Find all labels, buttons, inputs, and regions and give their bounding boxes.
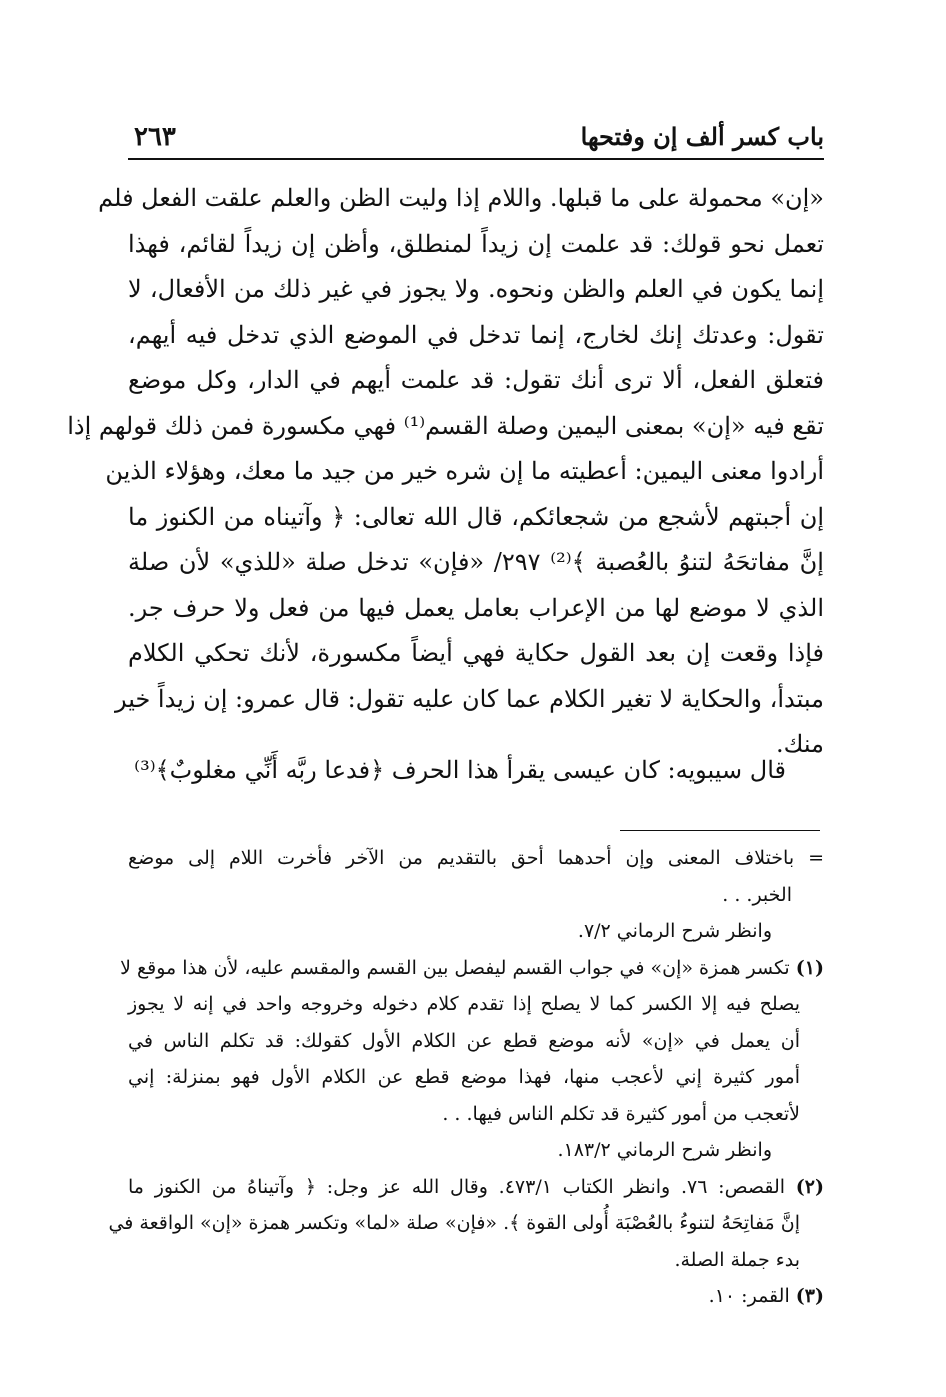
page-header [128,116,824,160]
footnote-separator [620,830,820,831]
footnotes [108,840,824,1315]
text-line: الذي لا موضع لها من الإعراب بعامل يعمل فيها من فعل ولا حرف جر. [128,593,824,622]
quotation-line: قال سيبويه: كان عيسى يقرأ هذا الحرف ﴿فدعا ربَّه أَنِّي مغلوبٌ﴾⁽³⁾ [134,756,786,784]
footnote-continuation-line: = باختلاف المعنى وإن أحدهما أحق بالتقديم من الآخر فأخرت اللام إلى موضع [128,847,824,869]
footnote-continuation-line: وانظر شرح الرماني ٧/٢. [577,920,772,942]
footnote-2-first-line [128,1169,824,1206]
text-line: أرادوا معنى اليمين: أعطيته ما إن شره خير من جيد ما معك، وهؤلاء الذين [105,457,824,485]
main-text [67,176,824,768]
footnote-3-line [128,1278,824,1315]
footnote-1-line: يصلح فيه إلا الكسر كما لا يصلح إذا تقدم كلام دخوله وخروجه واحد في إنه لا يجوز [128,993,800,1015]
text-line: مبتدأ، والحكاية لا تغير الكلام عما كان عليه تقول: قال عمرو: إن زيداً خير [114,684,824,713]
text-line: تعمل نحو قولك: قد علمت إن زيداً لمنطلق، وأظن إن زيداً لقائم، فهذا [128,229,824,258]
text-line: فتعلق الفعل، ألا ترى أنك تقول: قد علمت أيهم في الدار، وكل موضع [128,366,824,394]
footnote-2-line: بدء جملة الصلة. [674,1248,800,1271]
footnote-continuation-line: الخبر. . . [722,883,792,906]
footnote-1-text: تكسر همزة «إن» في جواب القسم ليفصل بين القسم والمقسم عليه، لأن هذا موقع لا [120,956,790,979]
footnote-1-marker: (١) [795,956,824,979]
text-line: إنما يكون في العلم والظن ونحوه. ولا يجوز في غير ذلك من الأفعال، لا [128,275,824,303]
footnote-1-line: أن يعمل في «إن» لأنه موضع قطع عن الكلام الأول كقولك: قد تكلم الناس في [128,1029,800,1052]
footnote-2-marker: (٢) [795,1175,824,1198]
text-line: منك. [776,730,824,758]
footnote-2-line: إنَّ مَفاتِحَهُ لتنوءُ بالعُصْبَة أُولى القوة ﴾. «فإن» صلة «لما» وتكسر همزة «إن» الواقعة في [108,1212,800,1234]
text-line: فإذا وقعت إن بعد القول حكاية فهي أيضاً مكسورة، لأنك تحكي الكلام [128,639,824,667]
footnote-1-first-line [120,950,824,987]
footnote-1-line: وانظر شرح الرماني ١٨٣/٢. [557,1139,772,1161]
text-line: «إن» محمولة على ما قبلها. واللام إذا وليت الظن والعلم علقت الفعل فلم [98,184,824,212]
text-line: إنَّ مفاتحَهُ لتنوُ بالعُصبة ﴾⁽²⁾ ٢٩٧/ «فإن» تدخل صلة «للذي» لأن صلة [128,548,824,576]
text-line: إن أجبتهم لأشجع من شجعائكم، قال الله تعالى: ﴿ وآتيناه من الكنوز ما [128,502,824,531]
footnote-1-line: لأتعجب من أمور كثيرة قد تكلم الناس فيها. . . [442,1102,800,1125]
footnote-3-text: القمر: ١٠. [708,1285,790,1307]
text-line: تقول: وعدتك إنك لخارج، إنما تدخل في الموضع الذي تدخل فيه أيهم، [128,320,824,349]
footnote-2-text: القصص: ٧٦. وانظر الكتاب ٤٧٣/١. وقال الله عز وجل: ﴿ وآتيناهُ من الكنوز ما [128,1175,786,1198]
running-title: باب كسر ألف إن وفتحها [580,122,824,151]
footnote-3-marker: (٣) [795,1285,824,1307]
footnote-1-line: أمور كثيرة إني لأعجب منها، فهذا موضع قطع عن الكلام الأول فهو بمنزلة: إني [128,1066,800,1088]
text-line: تقع فيه «إن» بمعنى اليمين وصلة القسم⁽¹⁾ فهي مكسورة فمن ذلك قولهم إذا [67,411,824,440]
page-number: ٢٦٣ [134,122,176,152]
